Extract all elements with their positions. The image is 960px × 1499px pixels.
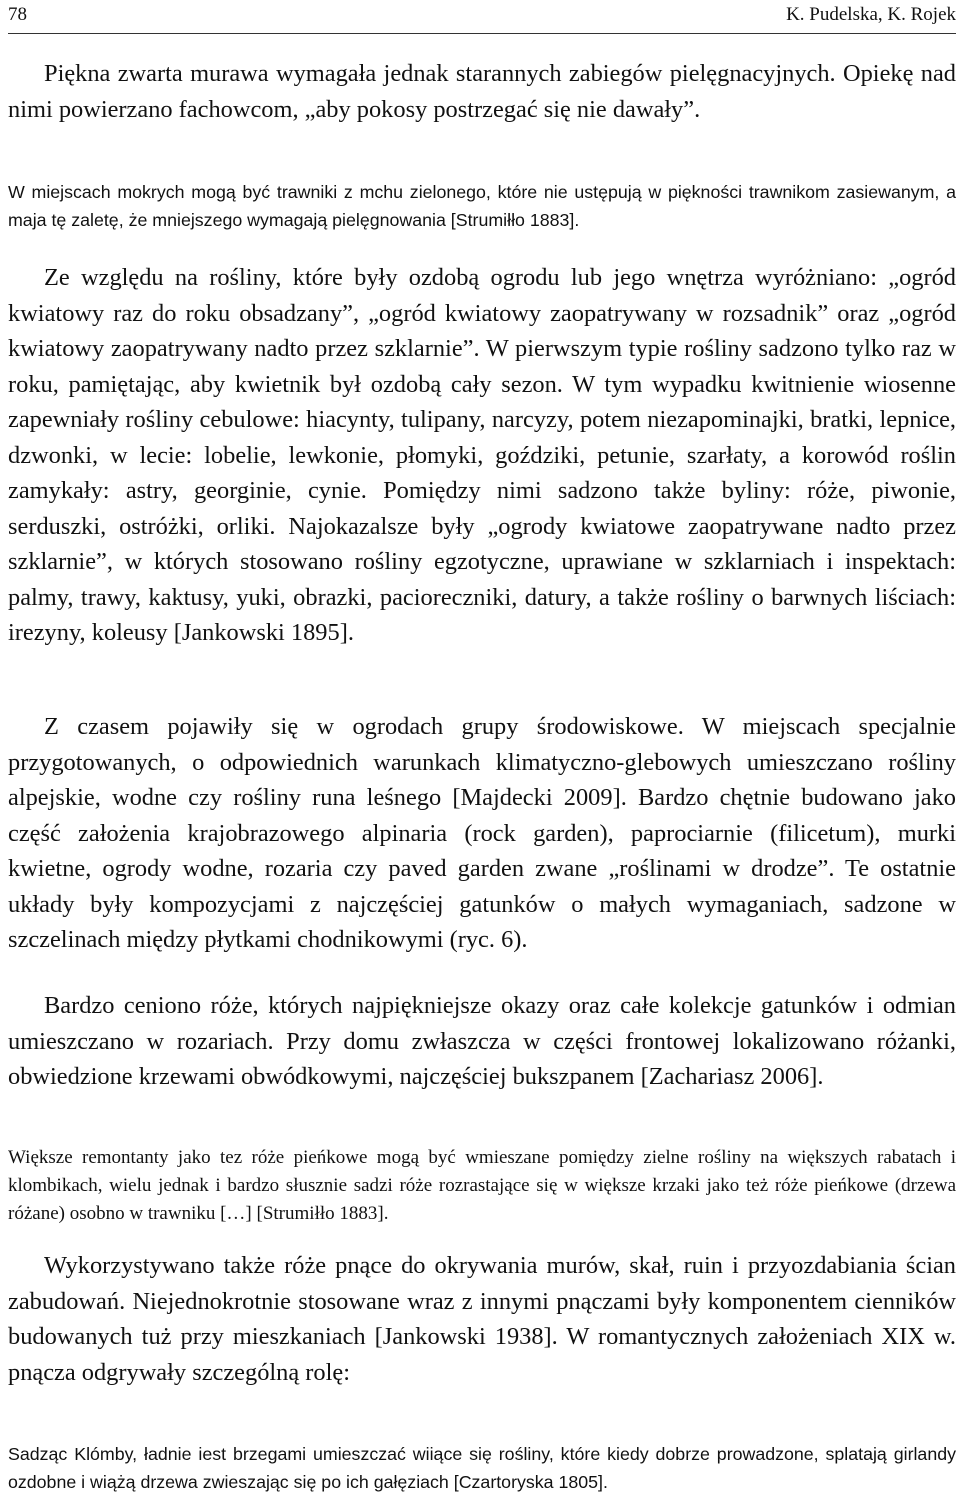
running-head-authors: K. Pudelska, K. Rojek	[786, 4, 956, 25]
paragraph-roses: Bardzo ceniono róże, których najpiękniejsze okazy oraz całe kolekcje gatunków i odmian umieszczano w rozariach. Przy domu zwłaszcza w części frontowej lokalizowano różanki, obwiedzione krzewami obwódkowymi, najczęściej bukszpanem [Zachariasz 2006].	[8, 992, 956, 1090]
paragraph-flower-garden-types: Ze względu na rośliny, które były ozdobą ogrodu lub jego wnętrza wyróżniano: „ogród kwiatowy raz do roku obsadzany”, „ogród kwiatowy zaopatrywany w rozsadnik” oraz „ogród kwiatowy zaopatrywany nadto przez szklarnie”. W pierwszym typie rośliny sadzono tylko raz w roku, pamiętając, aby kwietnik był ozdobą cały sezon. W tym wypadku kwitnienie wiosenne zapewniały rośliny cebulowe: hiacynty, tulipany, narcyzy, potem niezapominajki, bratki, lepnice, dzwonki, w lecie: lobelie, lewkonie, płomyki, goździki, petunie, szarłaty, a korowód roślin zamykały: astry, georginie, cynie. Pomiędzy nimi sadzono także byliny: róże, piwonie, serduszki, ostróżki, orliki. Najokazalsze były „ogrody kwiatowe zaopatrywane nadto przez szklarnie”, w których stosowano rośliny egzotyczne, uprawiane w szklarniach i inspektach: palmy, trawy, kaktusy, yuki, obrazki, pacioreczniki, datury, a także rośliny o barwnych liściach: irezyny, koleusy [Jankowski 1895].	[8, 264, 956, 646]
quote-moss-lawns: W miejscach mokrych mogą być trawniki z mchu zielonego, które nie ustępują w piękności trawnikom zasiewanym, a maja tę zaletę, że mniejszego wymagają pielęgnowania [Strumiłło 1883].	[8, 182, 956, 230]
quote-remontant-roses: Większe remontanty jako tez róże pieńkowe mogą być wmieszane pomiędzy zielne rośliny na większych rabatach i klombikach, wielu jednak i bardzo słusznie sadzi róże rozrastające się w większe krzaki jako też róże pieńkowe (drzewa różane) osobno w trawniku […] [Strumiłło 1883].	[8, 1147, 956, 1224]
paragraph-climbing-roses: Wykorzystywano także róże pnące do okrywania murów, skał, ruin i przyozdabiania ścian zabudowań. Niejednokrotnie stosowane wraz z innymi pnączami były komponentem cienników budowanych tuż przy mieszkaniach [Jankowski 1938]. W romantycznych założeniach XIX w. pnącza odgrywały szczególną rolę:	[8, 1252, 956, 1386]
paragraph-environmental-groups: Z czasem pojawiły się w ogrodach grupy środowiskowe. W miejscach specjalnie przygotowanych, o odpowiednich warunkach klimatyczno-glebowych umieszczano rośliny alpejskie, wodne czy rośliny runa leśnego [Majdecki 2009]. Bardzo chętnie budowano jako część założenia krajobrazowego alpinaria (rock garden), paprociarnie (filicetum), murki kwietne, ogrody wodne, rozaria czy paved garden zwane „roślinami w drodze”. Te ostatnie układy były kompozycjami z najczęściej gatunków o małych wymaganiach, sadzone w szczelinach między płytkami chodnikowymi (ryc. 6).	[8, 713, 956, 953]
page-number: 78	[8, 4, 27, 25]
quote-klomby: Sadząc Klómby, ładnie iest brzegami umieszczać wiiące się rośliny, które kiedy dobrze prowadzone, splatają girlandy ozdobne i wiążą drzewa zwieszając się po ich gałęziach [Czartoryska 1805].	[8, 1444, 956, 1492]
paragraph-lawn-care: Piękna zwarta murawa wymagała jednak starannych zabiegów pielęgnacyjnych. Opiekę nad nimi powierzano fachowcom, „aby pokosy postrzegać się nie dawały”.	[8, 60, 956, 123]
page-header	[8, 0, 956, 34]
header-rule	[8, 33, 956, 34]
